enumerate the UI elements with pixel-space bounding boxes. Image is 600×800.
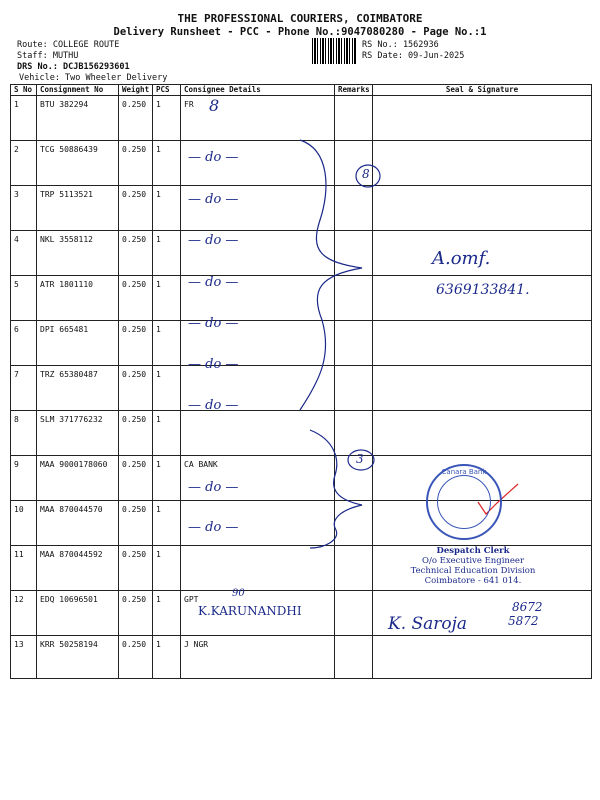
cell-consignment: KRR 50258194 xyxy=(37,636,119,679)
handwritten-name: K.KARUNANDHI xyxy=(198,604,302,618)
cell-pcs: 1 xyxy=(153,456,181,501)
cell-pcs: 1 xyxy=(153,96,181,141)
cell-sno: 5 xyxy=(11,276,37,321)
cell-consignee: CA BANK xyxy=(181,456,335,501)
column-header: Seal & Signature xyxy=(373,85,592,96)
route-label: Route: COLLEGE ROUTE xyxy=(17,40,120,50)
cell-weight: 0.250 xyxy=(119,366,153,411)
cell-sno: 13 xyxy=(11,636,37,679)
column-header: S No xyxy=(11,85,37,96)
cell-consignee: GPT xyxy=(181,591,335,636)
cell-sno: 10 xyxy=(11,501,37,546)
cell-consignment: ATR 1801110 xyxy=(37,276,119,321)
staff-label: Staff: MUTHU xyxy=(17,51,79,61)
cell-weight: 0.250 xyxy=(119,501,153,546)
handwritten-ditto: — do — xyxy=(188,316,239,331)
cell-consignment: TRP 5113521 xyxy=(37,186,119,231)
cell-consignment: DPI 665481 xyxy=(37,321,119,366)
handwritten-count: 8 xyxy=(209,96,220,115)
seal-line: Coimbatore - 641 014. xyxy=(424,576,522,586)
cell-pcs: 1 xyxy=(153,366,181,411)
cell-sno: 8 xyxy=(11,411,37,456)
handwritten-digits: 5872 xyxy=(508,614,539,628)
cell-sno: 1 xyxy=(11,96,37,141)
cell-sno: 11 xyxy=(11,546,37,591)
cell-pcs: 1 xyxy=(153,186,181,231)
cell-weight: 0.250 xyxy=(119,231,153,276)
cell-consignment: MAA 9000178060 xyxy=(37,456,119,501)
cell-weight: 0.250 xyxy=(119,141,153,186)
vehicle-label: Vehicle: Two Wheeler Delivery xyxy=(19,73,168,83)
cell-sno: 6 xyxy=(11,321,37,366)
handwritten-number: 90 xyxy=(232,588,245,599)
cell-consignment: NKL 3558112 xyxy=(37,231,119,276)
handwritten-signature: K. Saroja xyxy=(388,614,468,634)
cell-weight: 0.250 xyxy=(119,186,153,231)
handwritten-ditto: — do — xyxy=(188,233,239,248)
cell-pcs: 1 xyxy=(153,591,181,636)
cell-consignment: TCG 50886439 xyxy=(37,141,119,186)
handwritten-phone: 6369133841. xyxy=(436,282,530,298)
cell-pcs: 1 xyxy=(153,231,181,276)
handwritten-ditto: — do — xyxy=(188,357,239,372)
cell-sno: 2 xyxy=(11,141,37,186)
column-header: Consignment No xyxy=(37,85,119,96)
cell-pcs: 1 xyxy=(153,501,181,546)
cell-consignment: BTU 382294 xyxy=(37,96,119,141)
handwritten-ditto: — do — xyxy=(188,398,239,413)
page-title: THE PROFESSIONAL COURIERS, COIMBATORE xyxy=(177,12,423,25)
cell-sno: 12 xyxy=(11,591,37,636)
handwritten-ditto: — do — xyxy=(188,192,239,207)
cell-weight: 0.250 xyxy=(119,456,153,501)
cell-consignment: TRZ 65380487 xyxy=(37,366,119,411)
cell-consignment: SLM 371776232 xyxy=(37,411,119,456)
bracket-count-label: 3 xyxy=(356,452,364,466)
cell-sno: 7 xyxy=(11,366,37,411)
cell-sno: 3 xyxy=(11,186,37,231)
drs-label: DRS No.: DCJB156293601 xyxy=(17,62,130,72)
column-header: Remarks xyxy=(335,85,373,96)
stamp-bank-name: Canara Bank xyxy=(441,468,487,476)
rs-date: RS Date: 09-Jun-2025 xyxy=(362,51,465,61)
handwritten-ditto: — do — xyxy=(188,480,239,495)
cell-pcs: 1 xyxy=(153,636,181,679)
column-header: PCS xyxy=(153,85,181,96)
cell-consignment: MAA 870044570 xyxy=(37,501,119,546)
cell-consignment: MAA 870044592 xyxy=(37,546,119,591)
cell-weight: 0.250 xyxy=(119,96,153,141)
handwritten-digits: 8672 xyxy=(512,600,543,614)
cell-pcs: 1 xyxy=(153,411,181,456)
bracket-count-label: 8 xyxy=(362,167,370,181)
cell-weight: 0.250 xyxy=(119,411,153,456)
handwritten-signature: A.omf. xyxy=(432,248,491,269)
cell-pcs: 1 xyxy=(153,546,181,591)
cell-sno: 4 xyxy=(11,231,37,276)
cell-weight: 0.250 xyxy=(119,636,153,679)
handwritten-ditto: — do — xyxy=(188,520,239,535)
bank-stamp xyxy=(426,464,502,540)
office-seal xyxy=(398,546,548,586)
seal-line: Technical Education Division xyxy=(410,566,536,576)
cell-consignment: EDQ 10696501 xyxy=(37,591,119,636)
cell-pcs: 1 xyxy=(153,276,181,321)
stamp-inner-ring xyxy=(437,475,491,529)
cell-consignee: FR xyxy=(181,96,335,141)
column-header: Consignee Details xyxy=(181,85,335,96)
cell-weight: 0.250 xyxy=(119,321,153,366)
cell-weight: 0.250 xyxy=(119,591,153,636)
column-header: Weight xyxy=(119,85,153,96)
page-subtitle: Delivery Runsheet - PCC - Phone No.:9047080280 - Page No.:1 xyxy=(113,26,487,38)
cell-sno: 9 xyxy=(11,456,37,501)
rs-number: RS No.: 1562936 xyxy=(362,40,439,50)
handwritten-ditto: — do — xyxy=(188,275,239,290)
cell-pcs: 1 xyxy=(153,141,181,186)
handwritten-ditto: — do — xyxy=(188,150,239,165)
cell-weight: 0.250 xyxy=(119,276,153,321)
cell-pcs: 1 xyxy=(153,321,181,366)
seal-line: Despatch Clerk xyxy=(436,546,510,556)
seal-line: O/o Executive Engineer xyxy=(421,556,525,566)
cell-weight: 0.250 xyxy=(119,546,153,591)
cell-consignee: J NGR xyxy=(181,636,335,679)
